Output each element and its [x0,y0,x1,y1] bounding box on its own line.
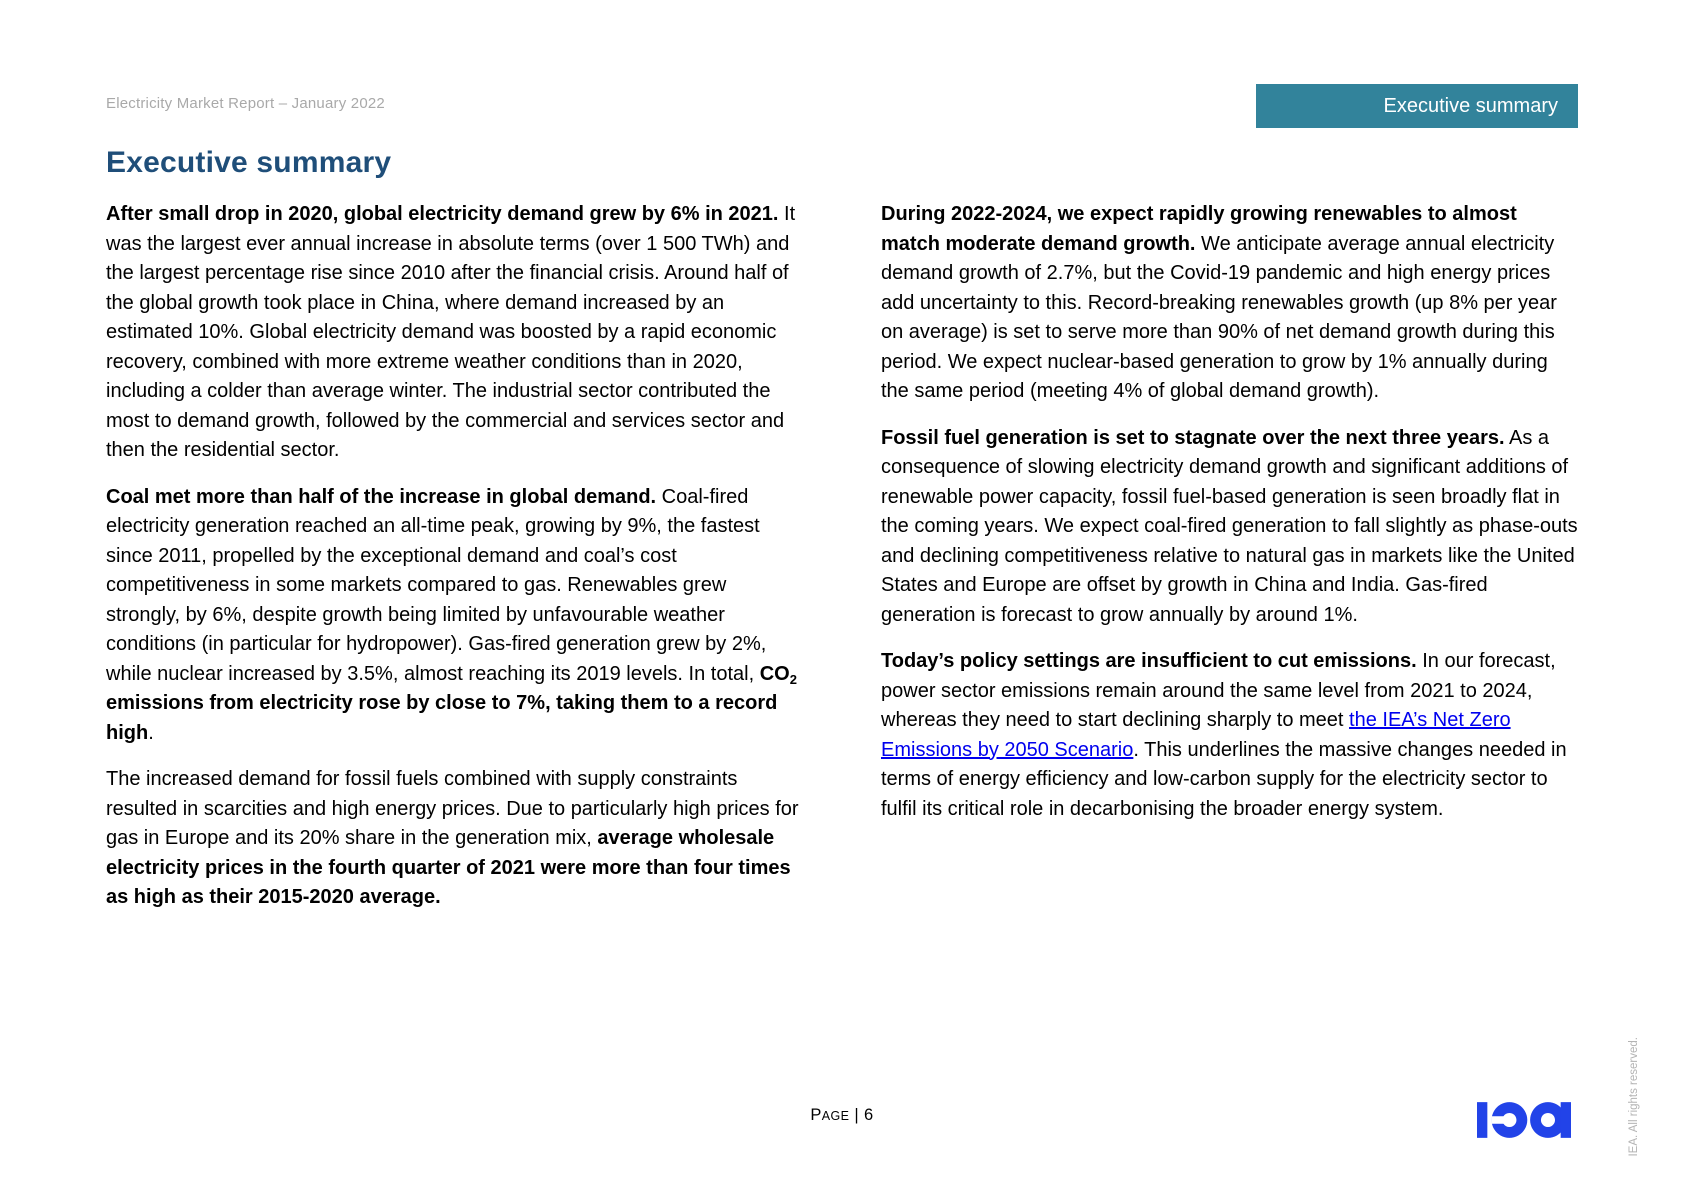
paragraph-text: As a consequence of slowing electricity demand growth and significant additions of renewable power capacity, fossil fuel-based generation is seen broadly flat in the coming years. We expect coal-fired generation to fall slightly as phase-outs and declining competitiveness relative to natural gas in markets like the United States and Europe are offset by growth in China and India. Gas-fired generation is forecast to grow annually by around 1%. [881,426,1578,626]
two-column-body [106,200,1578,930]
paragraph-demand-growth [106,200,803,466]
paragraph-lead: Coal met more than half of the increase in global demand. [106,485,657,508]
paragraph-bold-tail: average wholesale electricity prices in the fourth quarter of 2021 were more than four times as high as their 2015-2020 average. [106,827,791,908]
paragraph-lead: During 2022-2024, we expect rapidly growing renewables to almost match moderate demand growth. [881,203,1517,255]
section-tab-executive-summary[interactable]: Executive summary [1256,84,1578,128]
paragraph-text: In our forecast, power sector emissions remain around the same level from 2021 to 2024, whereas they need to start declining sharply to meet [881,650,1556,731]
paragraph-lead: Today’s policy settings are insufficient to cut emissions. [881,650,1417,672]
paragraph-text: . This underlines the massive changes needed in terms of energy efficiency and low-carbon supply for the electricity sector to fulfil its critical role in decarbonising the broader energy system. [881,738,1567,820]
paragraph-policy-emissions [881,647,1578,824]
paragraph-lead: Fossil fuel generation is set to stagnate over the next three years. [881,426,1505,449]
paragraph-renewables-outlook [881,200,1578,407]
left-column [106,200,803,930]
net-zero-scenario-link[interactable]: the IEA’s Net Zero Emissions by 2050 Scenario [881,709,1511,761]
rights-note: IEA. All rights reserved. [1628,1037,1640,1157]
co2-bold-text: $CO_2$ emissions from electricity rose by close to 7%, taking them to a record high [106,662,797,744]
paragraph-text: Coal-fired electricity generation reached an all-time peak, growing by 9%, the fastest since 2011, propelled by the exceptional demand and coal’s cost competitiveness in some markets compared to gas. Renewables grew strongly, by 6%, despite growth being limited by unfavourable weather conditions (in particular for hydropower). Gas-fired generation grew by 2%, while nuclear increased by 3.5%, almost reaching its 2019 levels. In total, [106,485,767,685]
paragraph-lead: After small drop in 2020, global electricity demand grew by 6% in 2021. [106,203,779,225]
paragraph-fossil-stagnate [881,424,1578,631]
co2-subscript: 2 [789,671,797,687]
paragraph-text: . [148,721,154,744]
report-title-header: Electricity Market Report – January 2022 [106,95,385,112]
page-title: Executive summary [106,146,392,179]
paragraph-fossil-prices [106,765,803,913]
paragraph-coal [106,483,803,749]
paragraph-text: The increased demand for fossil fuels combined with supply constraints resulted in scarcities and high energy prices. Due to particularly high prices for gas in Europe and its 20% share in the generation mix, [106,768,799,849]
page-number-footer: PAGE | 6 [810,1106,874,1124]
right-column [881,200,1578,930]
iea-logo [1477,1100,1571,1140]
paragraph-text: We anticipate average annual electricity demand growth of 2.7%, but the Covid-19 pandemic and high energy prices add uncertainty to this. Record-breaking renewables growth (up 8% per year on average) is set to serve more than 90% of net demand growth during this period. We expect nuclear-based generation to grow by 1% annually during the same period (meeting 4% of global demand growth). [881,232,1557,402]
paragraph-text: It was the largest ever annual increase in absolute terms (over 1 500 TWh) and the largest percentage rise since 2010 after the financial crisis. Around half of the global growth took place in China, where demand increased by an estimated 10%. Global electricity demand was boosted by a rapid economic recovery, combined with more extreme weather conditions than in 2020, including a colder than average winter. The industrial sector contributed the most to demand growth, followed by the commercial and services sector and then the residential sector. [106,203,796,461]
